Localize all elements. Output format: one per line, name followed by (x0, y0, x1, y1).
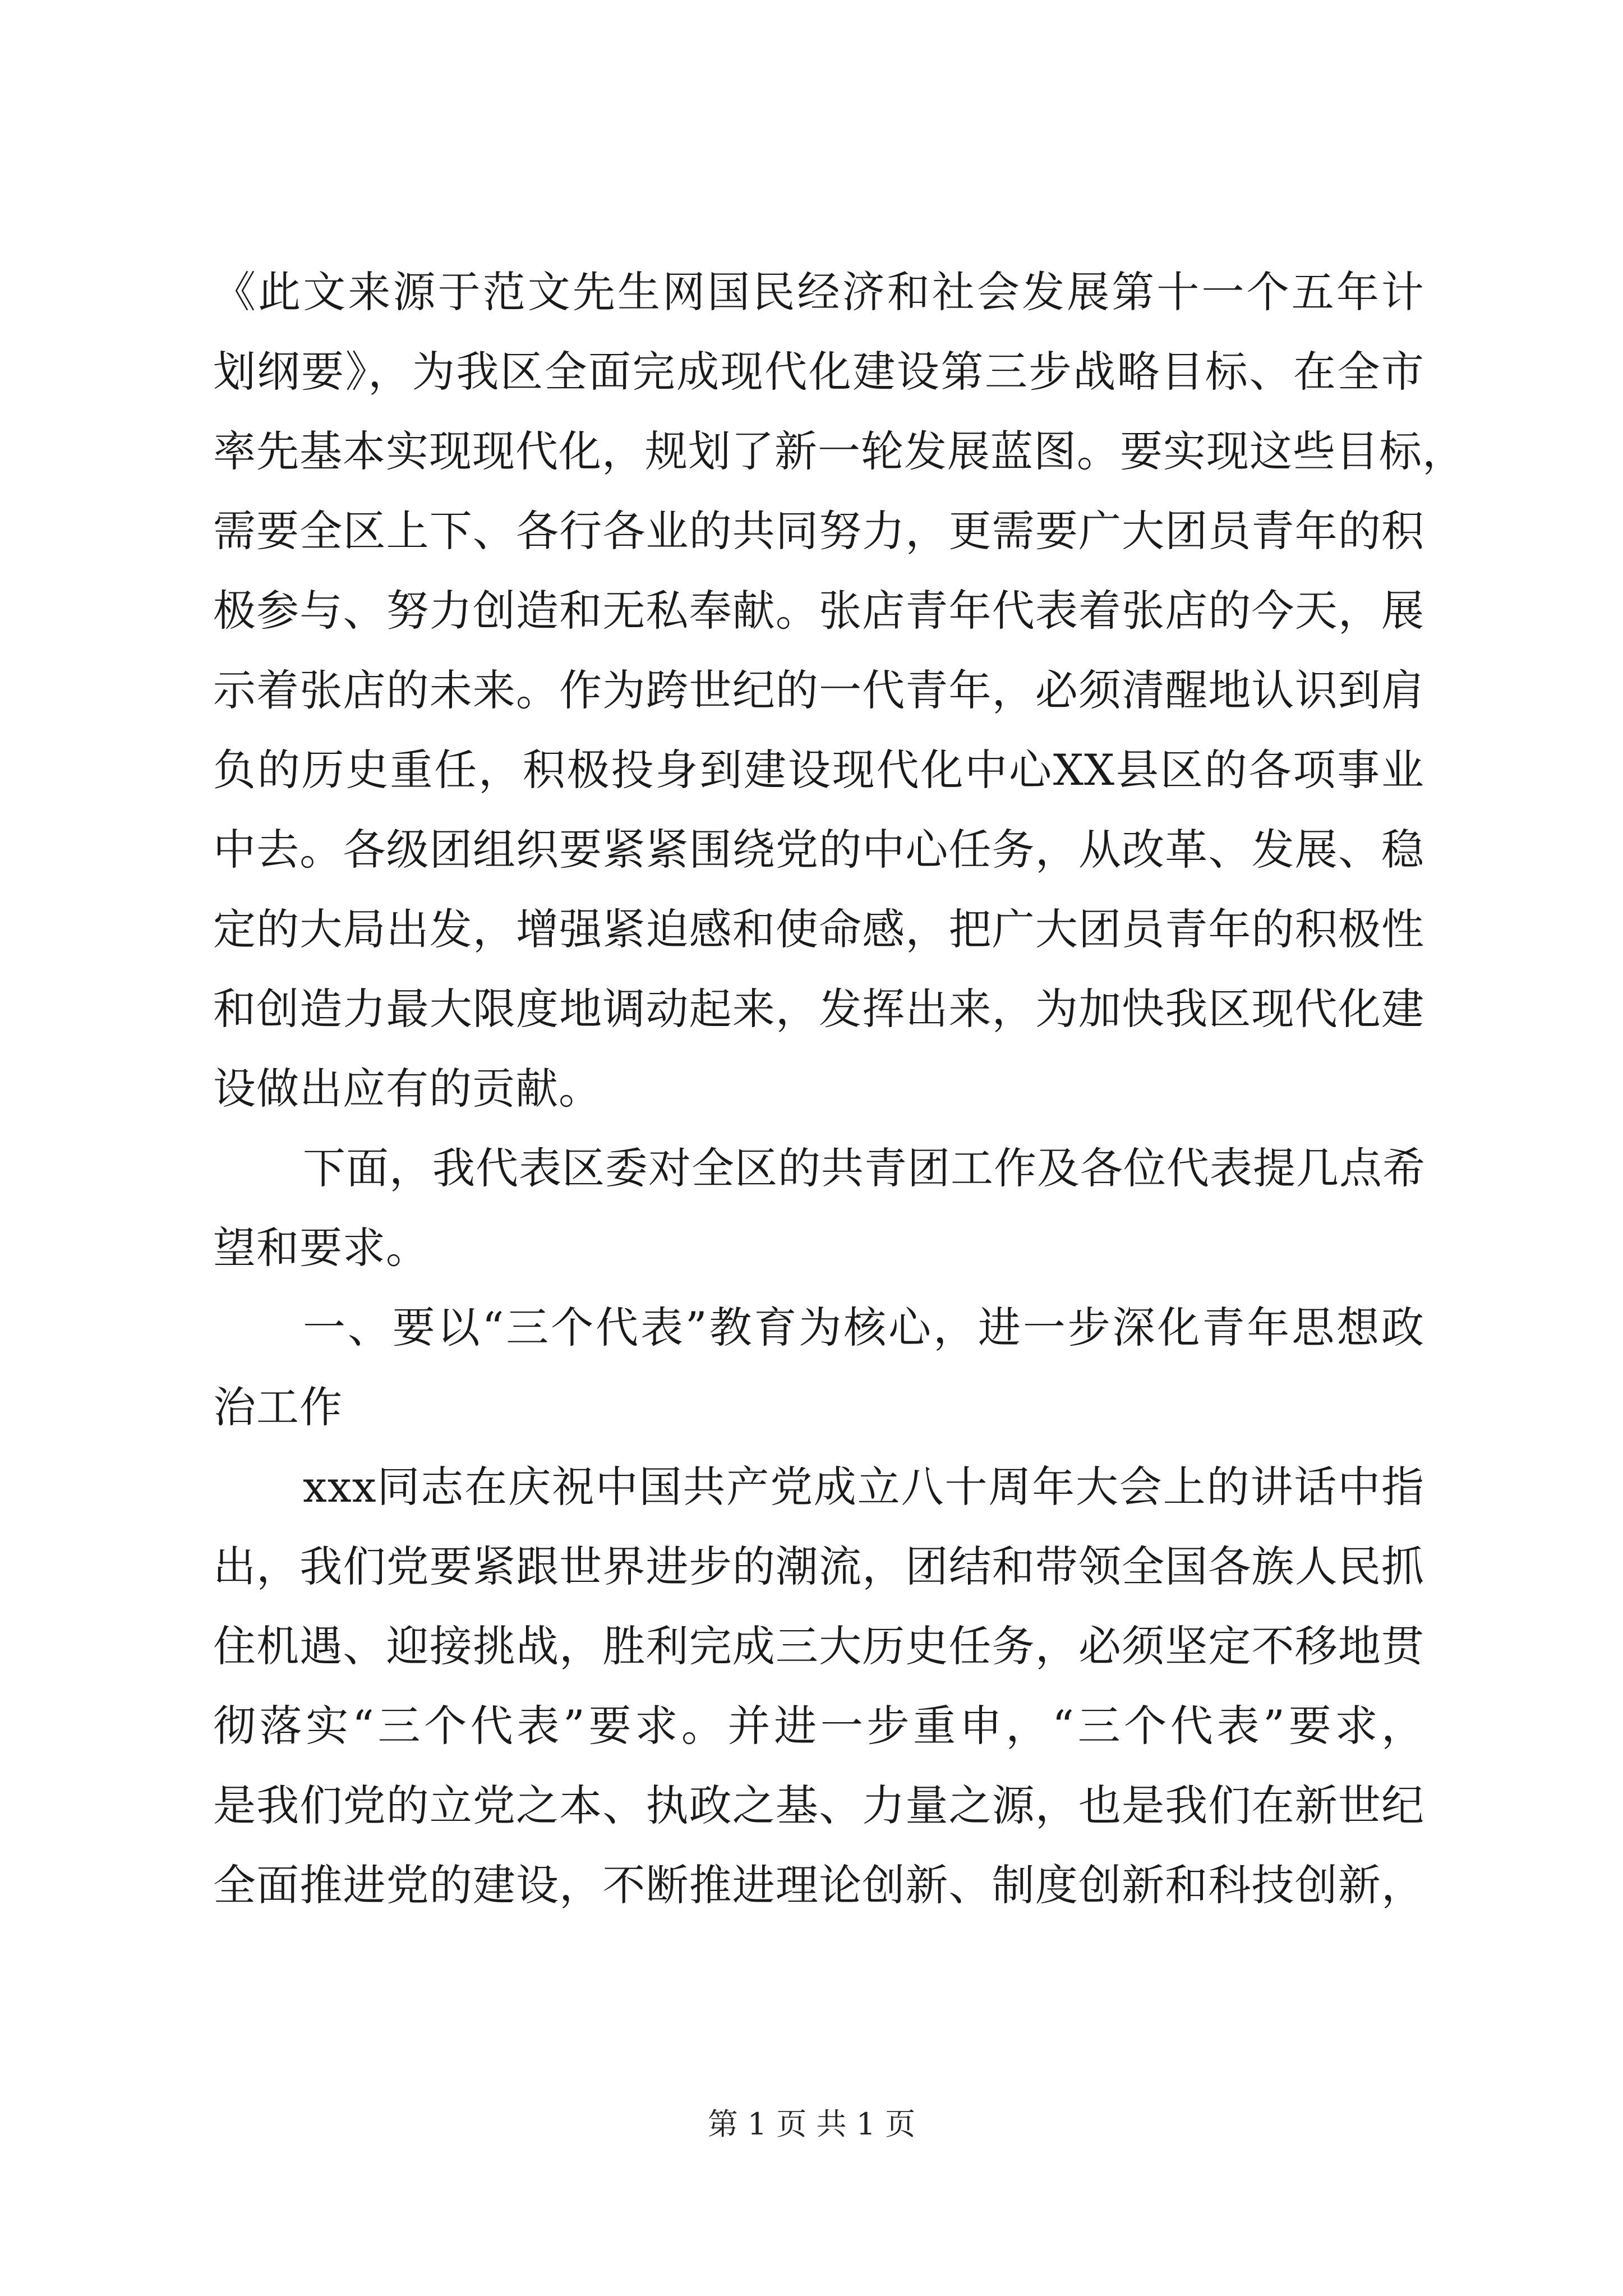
text-line: 设做出应有的贡献。 (213, 1064, 602, 1114)
page-number-footer: 第 1 页 共 1 页 (707, 2106, 916, 2142)
text-line: 和创造力最大限度地调动起来，发挥出来，为加快我区现代化建 (213, 984, 1424, 1034)
text-line: 中去。各级团组织要紧紧围绕党的中心任务，从改革、发展、稳 (213, 825, 1424, 875)
text-line: 是我们党的立党之本、执政之基、力量之源，也是我们在新世纪 (213, 1780, 1424, 1830)
text-line: 定的大局出发，增强紧迫感和使命感，把广大团员青年的积极性 (213, 904, 1424, 954)
text-line: 住机遇、迎接挑战，胜利完成三大历史任务，必须坚定不移地贯 (213, 1621, 1424, 1671)
text-line: 《此文来源于范文先生网国民经济和社会发展第十一个五年计 (213, 267, 1424, 317)
text-line: 全面推进党的建设，不断推进理论创新、制度创新和科技创新， (213, 1860, 1424, 1910)
text-line: 率先基本实现现代化，规划了新一轮发展蓝图。要实现这些目标， (213, 426, 1465, 476)
text-line: 需要全区上下、各行各业的共同努力，更需要广大团员青年的积 (213, 506, 1424, 556)
text-line: 望和要求。 (213, 1223, 429, 1273)
section-heading-line: 一、要以“三个代表”教育为核心，进一步深化青年思想政 (303, 1303, 1424, 1352)
text-line: 示着张店的未来。作为跨世纪的一代青年，必须清醒地认识到肩 (213, 665, 1424, 715)
text-line: 出，我们党要紧跟世界进步的潮流，团结和带领全国各族人民抓 (213, 1542, 1424, 1591)
text-line: 下面，我代表区委对全区的共青团工作及各位代表提几点希 (303, 1143, 1426, 1193)
section-heading-line: 治工作 (213, 1382, 343, 1432)
text-line: 负的历史重任，积极投身到建设现代化中心XX县区的各项事业 (213, 745, 1424, 795)
text-line: 彻落实“三个代表”要求。并进一步重申，“三个代表”要求， (213, 1701, 1424, 1751)
document-body (213, 252, 1465, 1925)
text-line: xxx同志在庆祝中国共产党成立八十周年大会上的讲话中指 (303, 1462, 1424, 1512)
text-line: 划纲要》，为我区全面完成现代化建设第三步战略目标、在全市 (213, 347, 1424, 397)
text-line: 极参与、努力创造和无私奉献。张店青年代表着张店的今天，展 (213, 586, 1424, 636)
